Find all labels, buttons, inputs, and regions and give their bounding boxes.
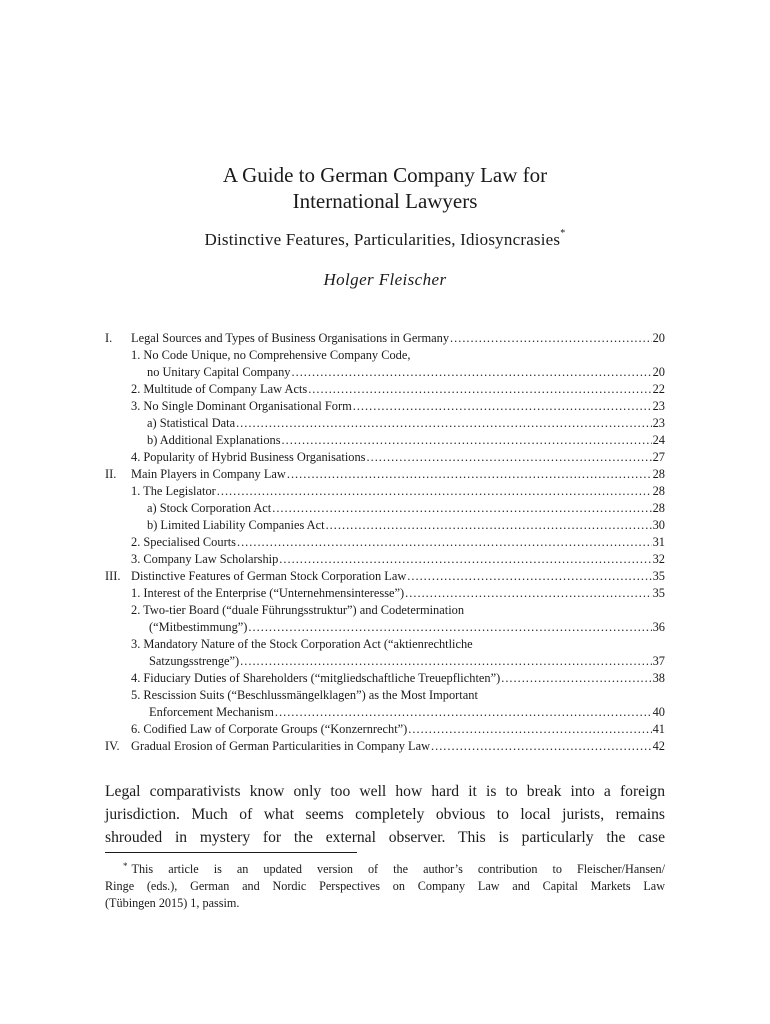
toc-entry[interactable] [105,585,665,602]
toc-entry[interactable] [105,636,665,653]
toc-text: b) Additional Explanations [147,433,281,447]
toc-text: 5. Rescission Suits (“Beschlussmängelklagen”) as the Most Important [131,688,478,702]
toc-entry[interactable] [105,721,665,738]
toc-text: Legal Sources and Types of Business Organisations in Germany [131,331,450,345]
toc-entry[interactable] [105,517,665,534]
subtitle-text: Distinctive Features, Particularities, Idiosyncrasies [204,230,561,249]
toc-page: 27 [652,450,665,464]
toc-text: Gradual Erosion of German Particularities in Company Law [131,739,431,753]
toc-leader [275,704,652,721]
toc-entry[interactable] [105,653,665,670]
toc-text: 1. The Legislator [131,484,216,498]
toc-text: 2. Multitude of Company Law Acts [131,382,308,396]
toc-entry[interactable] [105,687,665,704]
toc-leader [326,517,652,534]
footnote [105,861,665,912]
toc-leader [248,619,651,636]
toc-page: 42 [652,739,665,753]
footnote-marker: * [123,861,128,871]
toc-page: 40 [652,705,665,719]
toc-number: III. [105,569,121,583]
toc-entry[interactable] [105,466,665,483]
toc-page: 28 [652,501,665,515]
toc-entry[interactable] [105,670,665,687]
toc-leader [353,398,652,415]
toc-page: 31 [652,535,665,549]
body-line-1: Legal comparativists know only too well how hard it is to break into a foreign [105,783,665,800]
toc-entry[interactable] [105,398,665,415]
toc-text: 1. No Code Unique, no Comprehensive Company Code, [131,348,411,362]
toc-entry[interactable] [105,602,665,619]
toc-leader [279,551,651,568]
toc-page: 32 [652,552,665,566]
toc-page: 28 [652,484,665,498]
toc-leader [501,670,651,687]
toc-leader [367,449,652,466]
toc-page: 36 [652,620,665,634]
toc-page: 23 [652,416,665,430]
table-of-contents [105,330,665,755]
toc-leader [237,534,652,551]
toc-leader [450,330,652,347]
toc-page: 20 [652,331,665,345]
toc-page: 20 [652,365,665,379]
toc-page: 35 [652,586,665,600]
toc-number: I. [105,331,113,345]
toc-entry[interactable] [105,704,665,721]
toc-page: 28 [652,467,665,481]
toc-entry[interactable] [105,381,665,398]
footnote-line-1-text: This article is an updated version of the author’s contribution to Fleischer/Hansen/ [131,862,665,876]
toc-entry[interactable] [105,534,665,551]
toc-text: 2. Specialised Courts [131,535,236,549]
toc-text: no Unitary Capital Company [147,365,291,379]
toc-entry[interactable] [105,449,665,466]
toc-text: 3. Mandatory Nature of the Stock Corporation Act (“aktienrechtliche [131,637,473,651]
toc-text: 4. Fiduciary Duties of Shareholders (“mitgliedschaftliche Treuepflichten”) [131,671,501,685]
footnote-line-3: (Tübingen 2015) 1, passim. [105,896,240,910]
body-paragraph [105,780,665,849]
toc-text: 6. Codified Law of Corporate Groups (“Konzernrecht”) [131,722,408,736]
body-line-2: jurisdiction. Much of what seems completely obvious to local jurists, remains [105,806,665,823]
author-name: Holger Fleischer [323,270,447,289]
toc-number: II. [105,467,117,481]
footnote-line-2: Ringe (eds.), German and Nordic Perspectives on Company Law and Capital Markets Law [105,879,665,893]
title-line-1: A Guide to German Company Law for [222,163,548,187]
page-title [0,162,770,214]
toc-entry[interactable] [105,347,665,364]
toc-text: Satzungsstrenge”) [149,654,240,668]
toc-entry[interactable] [105,619,665,636]
toc-page: 37 [652,654,665,668]
toc-number: IV. [105,739,120,753]
toc-text: 3. No Single Dominant Organisational Form [131,399,352,413]
toc-page: 24 [652,433,665,447]
toc-text: Enforcement Mechanism [149,705,274,719]
footnote-separator [105,852,357,853]
toc-leader [217,483,652,500]
subtitle-footnote-marker[interactable]: * [560,228,566,239]
toc-text: 1. Interest of the Enterprise (“Unternehmensinteresse”) [131,586,405,600]
toc-leader [236,415,652,432]
toc-entry[interactable] [105,483,665,500]
toc-page: 38 [652,671,665,685]
toc-text: (“Mitbestimmung”) [149,620,248,634]
toc-text: b) Limited Liability Companies Act [147,518,325,532]
toc-text: Distinctive Features of German Stock Corporation Law [131,569,407,583]
toc-leader [407,568,651,585]
toc-leader [292,364,652,381]
toc-page: 41 [652,722,665,736]
toc-text: Main Players in Company Law [131,467,286,481]
subtitle [0,230,770,250]
toc-text: a) Stock Corporation Act [147,501,272,515]
toc-leader [431,738,652,755]
toc-entry[interactable] [105,330,665,347]
toc-entry[interactable] [105,738,665,755]
footnote-line-1 [105,861,665,878]
toc-text: 3. Company Law Scholarship [131,552,279,566]
toc-page: 30 [652,518,665,532]
title-line-2: International Lawyers [292,189,478,213]
toc-page: 35 [652,569,665,583]
toc-entry[interactable] [105,568,665,585]
toc-leader [287,466,652,483]
toc-entry[interactable] [105,415,665,432]
toc-leader [282,432,652,449]
toc-page: 22 [652,382,665,396]
toc-leader [308,381,651,398]
toc-entry[interactable] [105,551,665,568]
toc-leader [240,653,651,670]
body-line-3: shrouded in mystery for the external observer. This is particularly the case [105,829,665,846]
toc-entry[interactable] [105,364,665,381]
toc-text: a) Statistical Data [147,416,236,430]
toc-text: 4. Popularity of Hybrid Business Organisations [131,450,366,464]
toc-leader [408,721,651,738]
toc-leader [272,500,651,517]
toc-entry[interactable] [105,432,665,449]
toc-page: 23 [652,399,665,413]
toc-entry[interactable] [105,500,665,517]
toc-leader [405,585,651,602]
toc-text: 2. Two-tier Board (“duale Führungsstruktur”) and Codetermination [131,603,465,617]
